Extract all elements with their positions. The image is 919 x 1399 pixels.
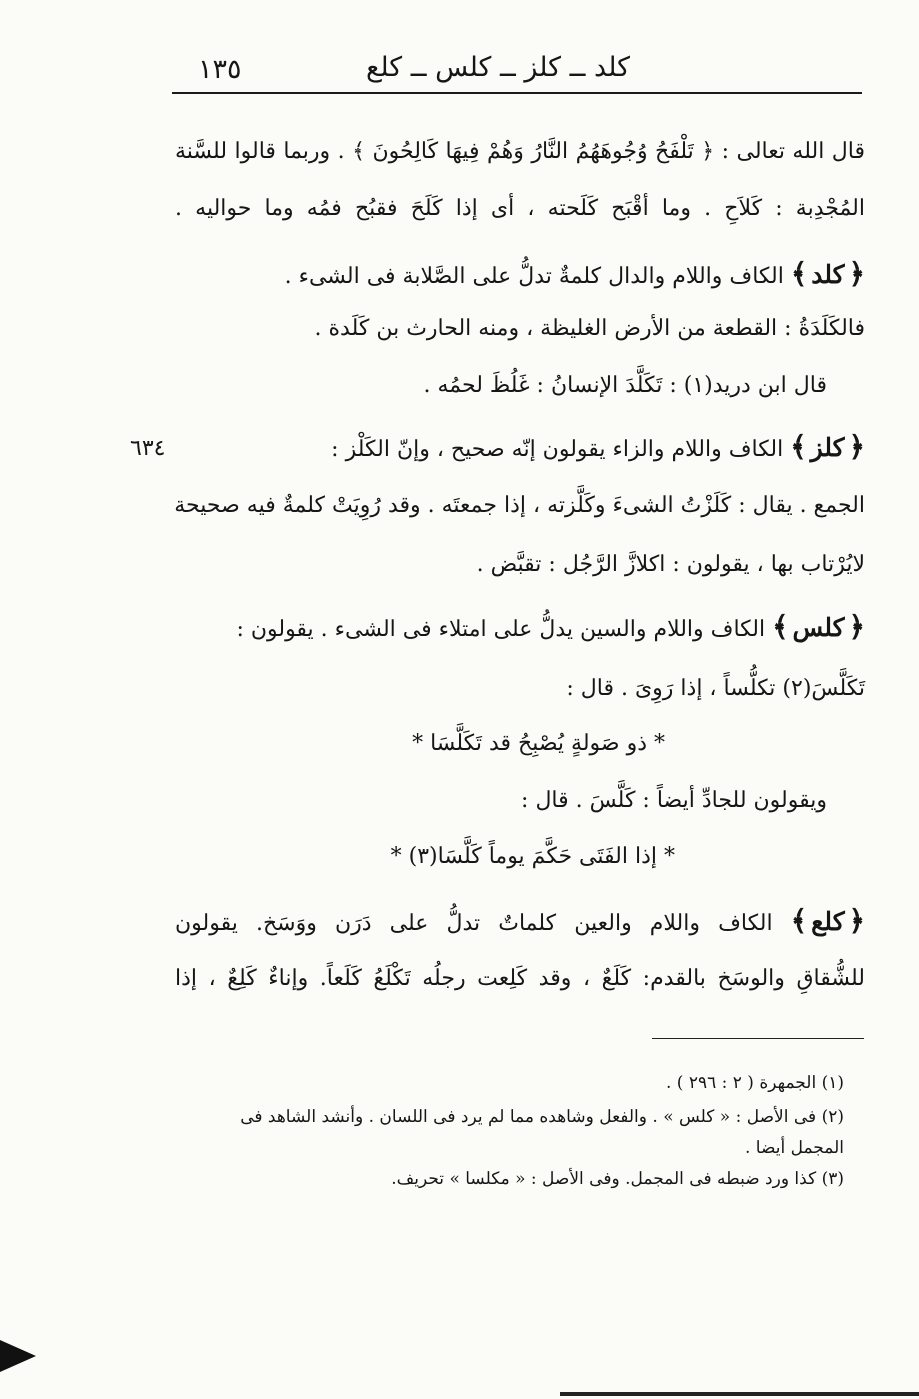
entry-text: الكاف واللام والعين كلماتٌ تدلُّ على دَرَن ووَسَخ. يقولون	[175, 911, 773, 936]
entry-headword: كلس	[792, 613, 845, 642]
text-line: للشُّقاقِ والوسَخ بالقدم: كَلَعٌ ، وقد كَلِعت رجلُه تَكْلَعُ كَلَعاً. وإناءٌ كَلِعٌ ، إذا	[175, 966, 865, 991]
page-number: ١٣٥	[198, 54, 242, 85]
entry-kl3	[175, 902, 865, 943]
close-bracket: ﴾	[790, 904, 808, 937]
open-bracket: ﴿	[848, 904, 865, 937]
text-line: المُجْدِبة : كَلاَحِ . وما أقْبَح كَلَحته ، أى إذا كَلَحَ فقبُح فمُه وما حواليه .	[175, 196, 865, 221]
page-corner-mark	[0, 1340, 36, 1372]
close-bracket: ﴾	[790, 430, 807, 463]
entry-headword: كلع	[811, 907, 845, 936]
entry-kld	[285, 255, 865, 296]
entry-text: الكاف واللام والدال كلمةٌ تدلُّ على الصَّلابة فى الشىء .	[284, 264, 784, 289]
footnote-rule	[652, 1038, 864, 1039]
text-line: فالكَلَدَةُ : القطعة من الأرض الغليظة ، ومنه الحارث بن كَلَدة .	[314, 316, 865, 341]
open-bracket: ﴿	[848, 257, 865, 290]
page-header	[172, 48, 862, 94]
entry-headword: كلز	[810, 433, 845, 462]
entry-text: الكاف واللام والسين يدلُّ على امتلاء فى الشىء . يقولون :	[236, 617, 766, 642]
text-line: قال ابن دريد(١) : تَكَلَّدَ الإنسانُ : غَلُظَ لحمُه .	[423, 373, 827, 398]
text-line: قال الله تعالى : ﴿ تَلْفَحُ وُجُوهَهُمُ النَّارُ وَهُمْ فِيهَا كَالِحُونَ ﴾ . وربما قالوا للسَّنة	[175, 139, 865, 164]
text-line: الجمع . يقال : كَلَزْتُ الشىءَ وكَلَّزته ، إذا جمعتَه . وقد رُوِيَتْ كلمةٌ فيه صحيحة	[174, 493, 865, 518]
open-bracket: ﴿	[848, 430, 865, 463]
text-line: ويقولون للجادِّ أيضاً : كَلَّسَ . قال :	[521, 788, 827, 813]
header-rule	[172, 92, 862, 94]
verse-line: * ذو صَولةٍ يُصْبِحُ قد تَكَلَّسَا *	[412, 731, 665, 756]
footnote-3: (٣) كذا ورد ضبطه فى المجمل. وفى الأصل : « مكلسا » تحريف.	[391, 1169, 844, 1189]
bottom-edge-rule	[560, 1392, 919, 1396]
text-line: لايُرْتاب بها ، يقولون : اكلازَّ الرَّجُل : تقبَّض .	[476, 552, 865, 577]
footnote-2: (٢) فى الأصل : « كلس » . والفعل وشاهده مما لم يرد فى اللسان . وأنشد الشاهد فى	[240, 1107, 844, 1127]
close-bracket: ﴾	[772, 610, 789, 643]
text-line: تَكَلَّسَ(٢) تكلُّساً ، إذا رَوِىَ . قال :	[566, 676, 865, 701]
close-bracket: ﴾	[790, 257, 808, 290]
footnote-1: (١) الجمهرة ( ٢ : ٢٩٦ ) .	[665, 1073, 844, 1093]
verse-line: * إذا الفَتَى حَكَّمَ يوماً كَلَّسَا(٣) *	[390, 844, 675, 869]
entry-klz	[331, 428, 865, 469]
entry-headword: كلد	[811, 260, 845, 289]
entry-text: الكاف واللام والزاء يقولون إنّه صحيح ، وإنّ الكَلْز :	[331, 437, 784, 462]
margin-number: ٦٣٤	[130, 436, 166, 461]
running-title: كلد ــ كلز ــ كلس ــ كلع	[366, 52, 630, 83]
entry-kls	[236, 608, 865, 649]
footnote-2-cont: المجمل أيضا .	[745, 1138, 844, 1158]
open-bracket: ﴿	[848, 610, 865, 643]
